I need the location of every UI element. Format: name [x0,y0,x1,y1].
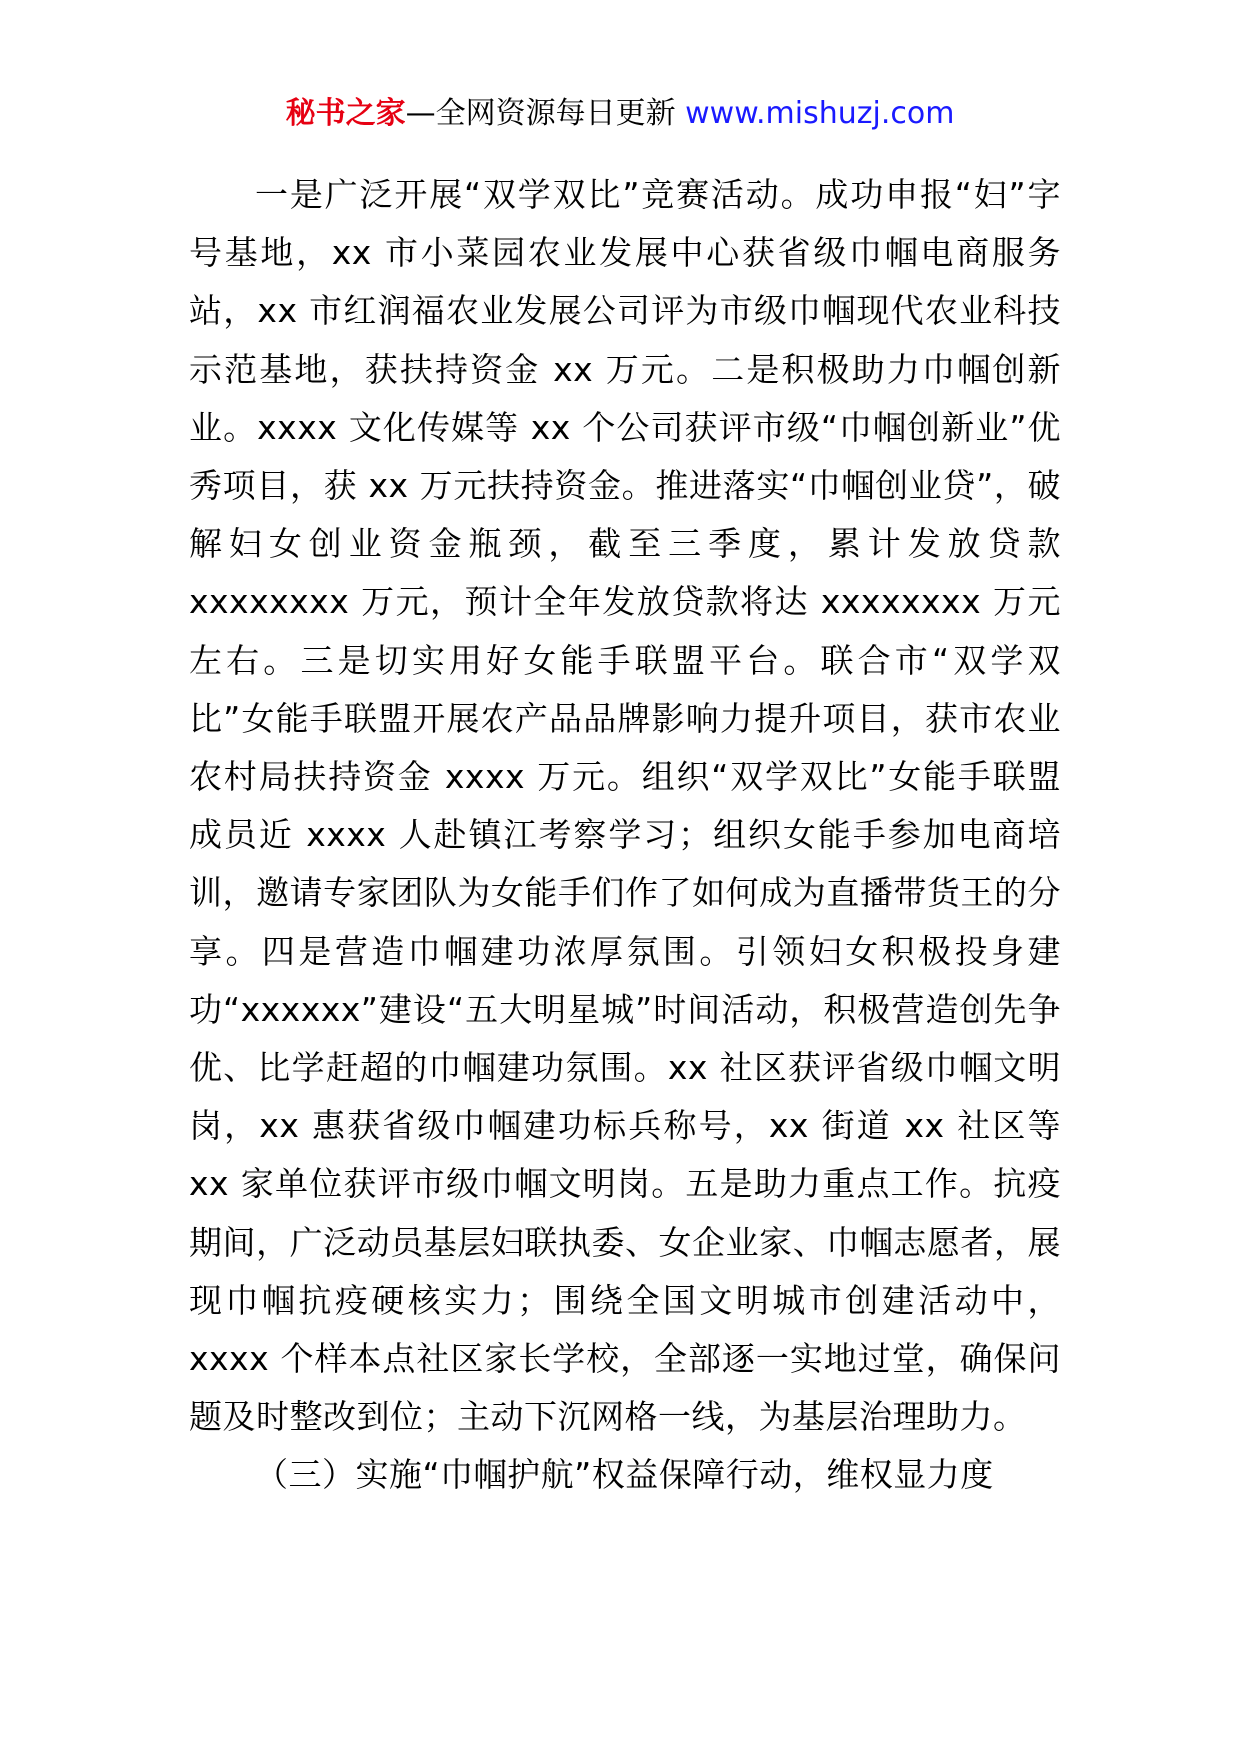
paragraph-main: 一是广泛开展“双学双比”竞赛活动。成功申报“妇”字号基地，xx 市小菜园农业发展中心获省级巾帼电商服务站，xx 市红润福农业发展公司评为市级巾帼现代农业科技示范基地，获扶持资金 xx 万元。二是积极助力巾帼创新业。xxxx 文化传媒等 xx 个公司获评市级“巾帼创新业”优秀项目，获 xx 万元扶持资金。推进落实“巾帼创业贷”，破解妇女创业资金瓶颈，截至三季度，累计发放贷款 xxxxxxxx 万元，预计全年发放贷款将达 xxxxxxxx 万元左右。三是切实用好女能手联盟平台。联合市“双学双比”女能手联盟开展农产品品牌影响力提升项目，获市农业农村局扶持资金 xxxx 万元。组织“双学双比”女能手联盟成员近 xxxx 人赴镇江考察学习；组织女能手参加电商培训，邀请专家团队为女能手们作了如何成为直播带货王的分享。四是营造巾帼建功浓厚氛围。引领妇女积极投身建功“xxxxxx”建设“五大明星城”时间活动，积极营造创先争优、比学赶超的巾帼建功氛围。xx 社区获评省级巾帼文明岗，xx 惠获省级巾帼建功标兵称号，xx 街道 xx 社区等 xx 家单位获评市级巾帼文明岗。五是助力重点工作。抗疫期间，广泛动员基层妇联执委、女企业家、巾帼志愿者，展现巾帼抗疫硬核实力；围绕全国文明城市创建活动中，xxxx 个样本点社区家长学校，全部逐一实地过堂，确保问题及时整改到位；主动下沉网格一线，为基层治理助力。 [189,175,1061,1437]
header-tagline: —全网资源每日更新 [405,96,676,131]
page-header [0,94,1240,134]
section-heading-3: （三）实施“巾帼护航”权益保障行动，维权显力度 [255,1455,994,1495]
brand-name: 秘书之家 [285,96,406,131]
site-url-link[interactable]: www.mishuzj.com [685,96,955,131]
document-body [189,166,1061,1505]
